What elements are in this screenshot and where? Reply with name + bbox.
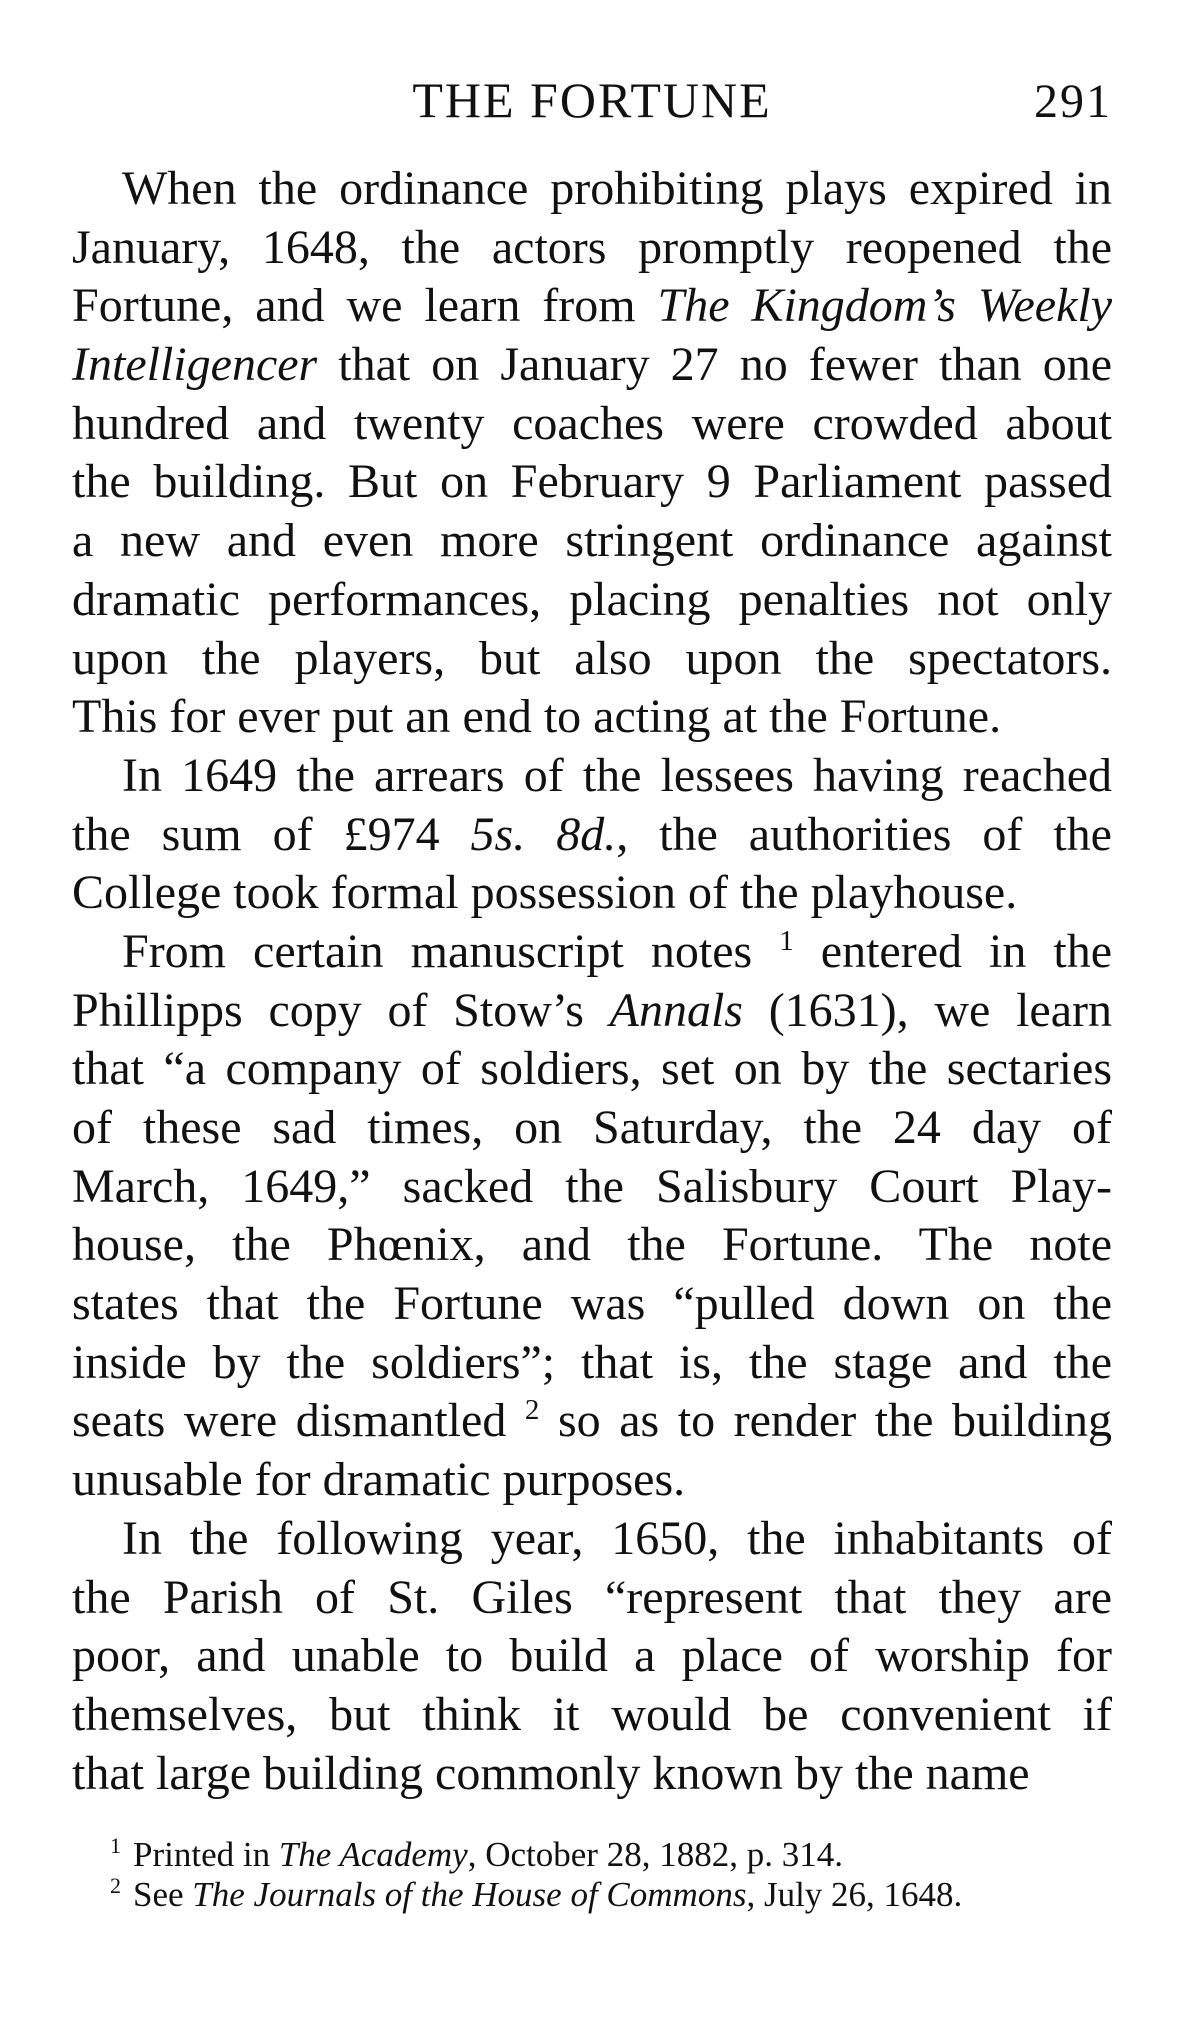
footnote-mark: 2	[110, 1873, 121, 1899]
text-line: a new and even more stringent ordinance against	[72, 514, 1112, 568]
italic-title: The Journals of the House of Commons	[192, 1875, 747, 1914]
text-line: states that the Fortune was “pulled down on the	[72, 1277, 1112, 1331]
text-line: Fortune, and we learn from The Kingdom’s Weekly	[72, 279, 1113, 333]
text-line: January, 1648, the actors promptly reopened the	[72, 220, 1112, 274]
text-line: that large building commonly known by the name	[72, 1746, 1030, 1800]
text-line: seats were dismantled $^2$ so as to render the building	[72, 1394, 1112, 1448]
running-title: THE FORTUNE	[412, 72, 772, 128]
text-line: poor, and unable to build a place of worship for	[72, 1629, 1112, 1683]
text-line: March, 1649,” sacked the Salisbury Court Play-	[72, 1159, 1112, 1213]
footnote-reference: 2	[524, 1394, 540, 1427]
footnote-reference: 1	[779, 924, 794, 957]
italic-title: Intelligencer	[72, 338, 318, 392]
text-line: the Parish of St. Giles “represent that they are	[72, 1570, 1112, 1624]
text-line: themselves, but think it would be convenient if	[72, 1687, 1112, 1741]
footnotes	[110, 1835, 1110, 1915]
text-line: inside by the soldiers”; that is, the stage and the	[72, 1335, 1112, 1389]
text-line: unusable for dramatic purposes.	[72, 1453, 686, 1507]
paragraph	[72, 747, 1112, 923]
text-line: dramatic performances, placing penalties not only	[72, 572, 1112, 626]
running-head	[72, 70, 1112, 130]
footnote: $^1$ Printed in The Academy, October 28, 1882, p. 314.	[110, 1833, 843, 1874]
page-number: 291	[1034, 75, 1112, 128]
text-line: When the ordinance prohibiting plays expired in	[122, 162, 1112, 215]
italic-title: The Academy	[278, 1835, 468, 1874]
text-line: This for ever put an end to acting at the Fortune.	[72, 690, 1002, 744]
footnote-mark: 1	[110, 1833, 121, 1859]
text-line: house, the Phœnix, and the Fortune. The note	[72, 1218, 1112, 1272]
text-line: In the following year, 1650, the inhabitants of	[122, 1511, 1112, 1565]
paragraph	[72, 1510, 1112, 1803]
footnote: $^2$ See The Journals of the House of Commons, July 26, 1648.	[110, 1873, 963, 1914]
text-line: In 1649 the arrears of the lessees having reached	[122, 748, 1112, 802]
text-line: College took formal possession of the playhouse.	[72, 866, 1018, 920]
text-line: the building. But on February 9 Parliament passed	[72, 455, 1112, 509]
text-line: Phillipps copy of Stow’s Annals (1631), we learn	[72, 983, 1113, 1037]
text-line: Intelligencer that on January 27 no fewer than one	[72, 338, 1112, 392]
text-line: the sum of £974 5s. 8d., the authorities of the	[72, 807, 1112, 861]
italic-title: 5s. 8d.	[470, 807, 617, 861]
text-line: From certain manuscript notes $^1$ entered in the	[122, 924, 1113, 978]
italic-title: Annals	[609, 983, 743, 1037]
text-line: upon the players, but also upon the spectators.	[72, 631, 1112, 685]
text-line: that “a company of soldiers, set on by the sectaries	[72, 1042, 1112, 1096]
text-line: hundred and twenty coaches were crowded about	[72, 396, 1112, 450]
text-line: of these sad times, on Saturday, the 24 day of	[72, 1101, 1112, 1154]
paragraph	[72, 923, 1112, 1510]
paragraph	[72, 160, 1112, 747]
body-text	[72, 160, 1112, 1803]
italic-title: The Kingdom’s Weekly	[657, 279, 1113, 333]
